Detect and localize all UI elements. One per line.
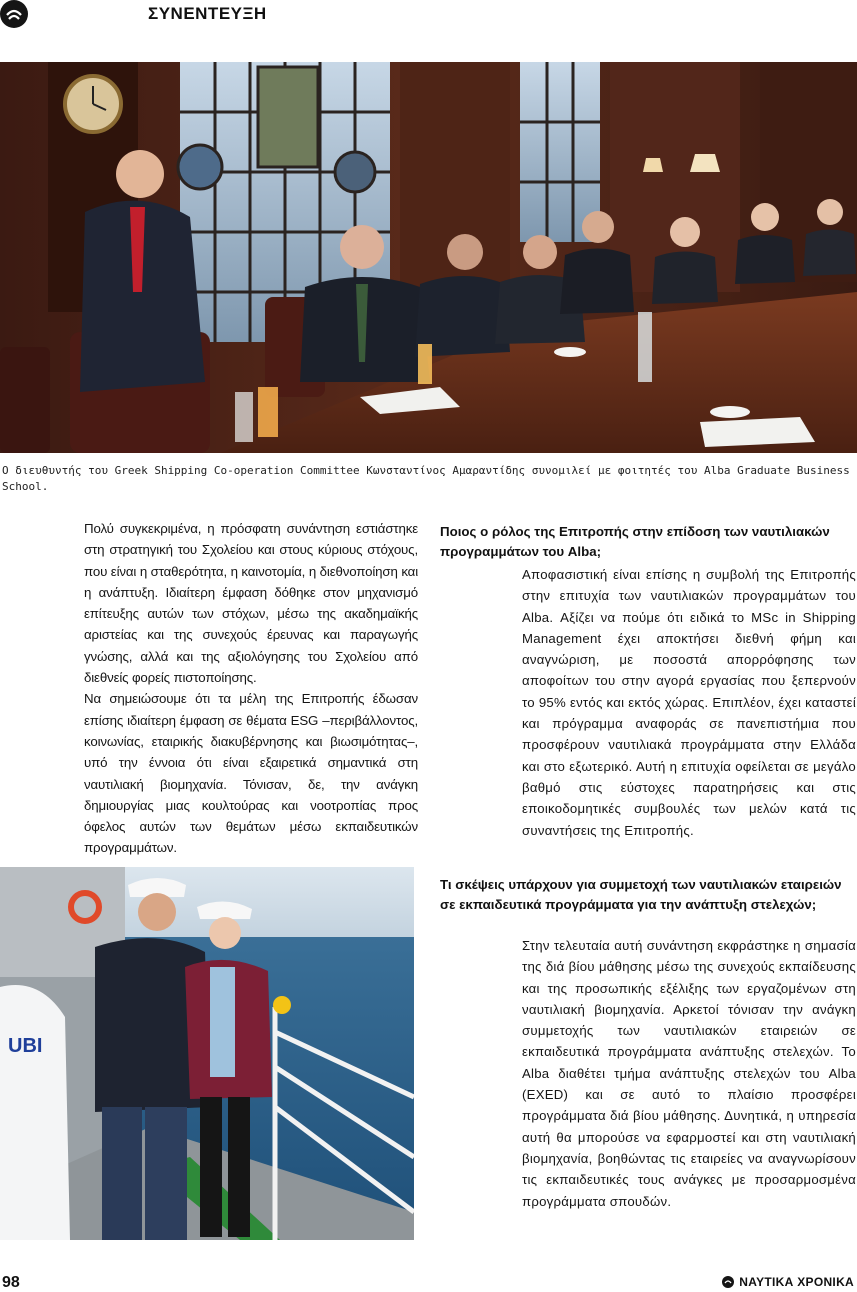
magazine-logo-icon	[0, 0, 28, 28]
question-heading-committee-role: Ποιος ο ρόλος της Επιτροπής στην επίδοση των ναυτιλιακών προγραμμάτων του Alba;	[440, 524, 830, 559]
left-column-text	[84, 518, 418, 859]
paragraph-esg: Να σημειώσουμε ότι τα μέλη της Επιτροπής έδωσαν επίσης ιδιαίτερη έμφαση σε θέματα ESG –περιβάλλοντος, κοινωνίας, εταιρικής διακυβέρνησης και βιωσιμότητας–, υπό την έννοια ότι είναι εξαιρετικά σημαντικά στη ναυτιλιακή βιομηχανία. Τόνισαν, δε, την ανάγκη δημιουργίας μιας κουλτούρας και νοοτροπίας προς όφελος αυτών των θεμάτων μέσω εκπαιδευτικών προγραμμάτων.	[84, 691, 418, 856]
paragraph-strategy: Πολύ συγκεκριμένα, η πρόσφατη συνάντηση εστιάστηκε στη στρατηγική του Σχολείου και στους κύριους στόχους, που είναι η σταθερότητα, η καινοτομία, η διεθνοποίηση και η ανάπτυξη. Ιδιαίτερη έμφαση δόθηκε στον μηχανισμό επίτευξης αυτών των στόχων, μέσω της ακαδημαϊκής αριστείας και της συνεχούς έρευνας και παραγωγής γνώσης, αλλά και της αξιολόγησης του Σχολείου από διεθνείς φορείς πιστοποίησης.	[84, 521, 418, 686]
section-title: ΣΥΝΕΝΤΕΥΞΗ	[148, 4, 267, 23]
photo-ship-deck	[0, 867, 414, 1240]
brand-logo-icon	[722, 1276, 734, 1288]
brand-name: ΝΑΥΤΙΚΑ ΧΡΟΝΙΚΑ	[739, 1275, 854, 1289]
footer-brand	[722, 1275, 854, 1289]
page-number: 98	[2, 1274, 20, 1291]
question-heading-shipping-companies: Τι σκέψεις υπάρχουν για συμμετοχή των ναυτιλιακών εταιρειών σε εκπαιδευτικά προγράμματα για την ανάπτυξη στελεχών;	[440, 877, 842, 912]
photo-caption: Ο διευθυντής του Greek Shipping Co-operation Committee Κωνσταντίνος Αμαραντίδης συνομιλεί με φοιτητές του Alba Graduate Business School.	[2, 464, 850, 493]
answer-shipping-companies: Στην τελευταία αυτή συνάντηση εκφράστηκε η σημασία της διά βίου μάθησης μέσω της συνεχούς εκπαίδευσης και της προσωπικής εξέλιξης των εργαζομένων στη ναυτιλιακή βιομηχανία. Αρκετοί τόνισαν την ανάγκη συμμετοχής των ναυτιλιακών εταιρειών σε εκπαιδευτικά προγράμματα ανάπτυξης στελεχών. Το Alba διαθέτει τμήμα ανάπτυξης στελεχών του Alba (EXED) και σε αυτό το πλαίσιο προσφέρει προγράμματα διά βίου μάθησης. Δυνητικά, η υπηρεσία αυτή θα μπορούσε να εφαρμοστεί και στη ναυτιλιακή βιομηχανία, βοηθώντας τις εταιρείες να αναγνωρίσουν τις εκπαιδευτικές τους ανάγκες με προσαρμοσμένα προγράμματα σπουδών.	[522, 938, 856, 1209]
hull-lettering: UBI	[8, 1035, 43, 1057]
answer-committee-role: Αποφασιστική είναι επίσης η συμβολή της Επιτροπής στην επιτυχία των ναυτιλιακών προγραμμάτων του Alba. Αξίζει να πούμε ότι ειδικά το MSc in Shipping Management έχει αποκτήσει διεθνή φήμη και αναγνώριση, με ποσοστά απορρόφησης των αποφοίτων του στην αγορά εργασίας που ξεπερνούν το 95% εντός και εκτός χώρας. Επιπλέον, έχει καταστεί και πρόγραμμα αναφοράς σε πανεπιστήμια που προσφέρουν ναυτιλιακά προγράμματα στην Ελλάδα και στο εξωτερικό. Αυτή η επιτυχία οφείλεται σε μεγάλο βαθμό στις εύστοχες παρατηρήσεις και στις εποικοδομητικές συμβουλές των μελών κατά τις συναντήσεις της Επιτροπής.	[522, 567, 856, 838]
photo-meeting-room	[0, 62, 857, 453]
